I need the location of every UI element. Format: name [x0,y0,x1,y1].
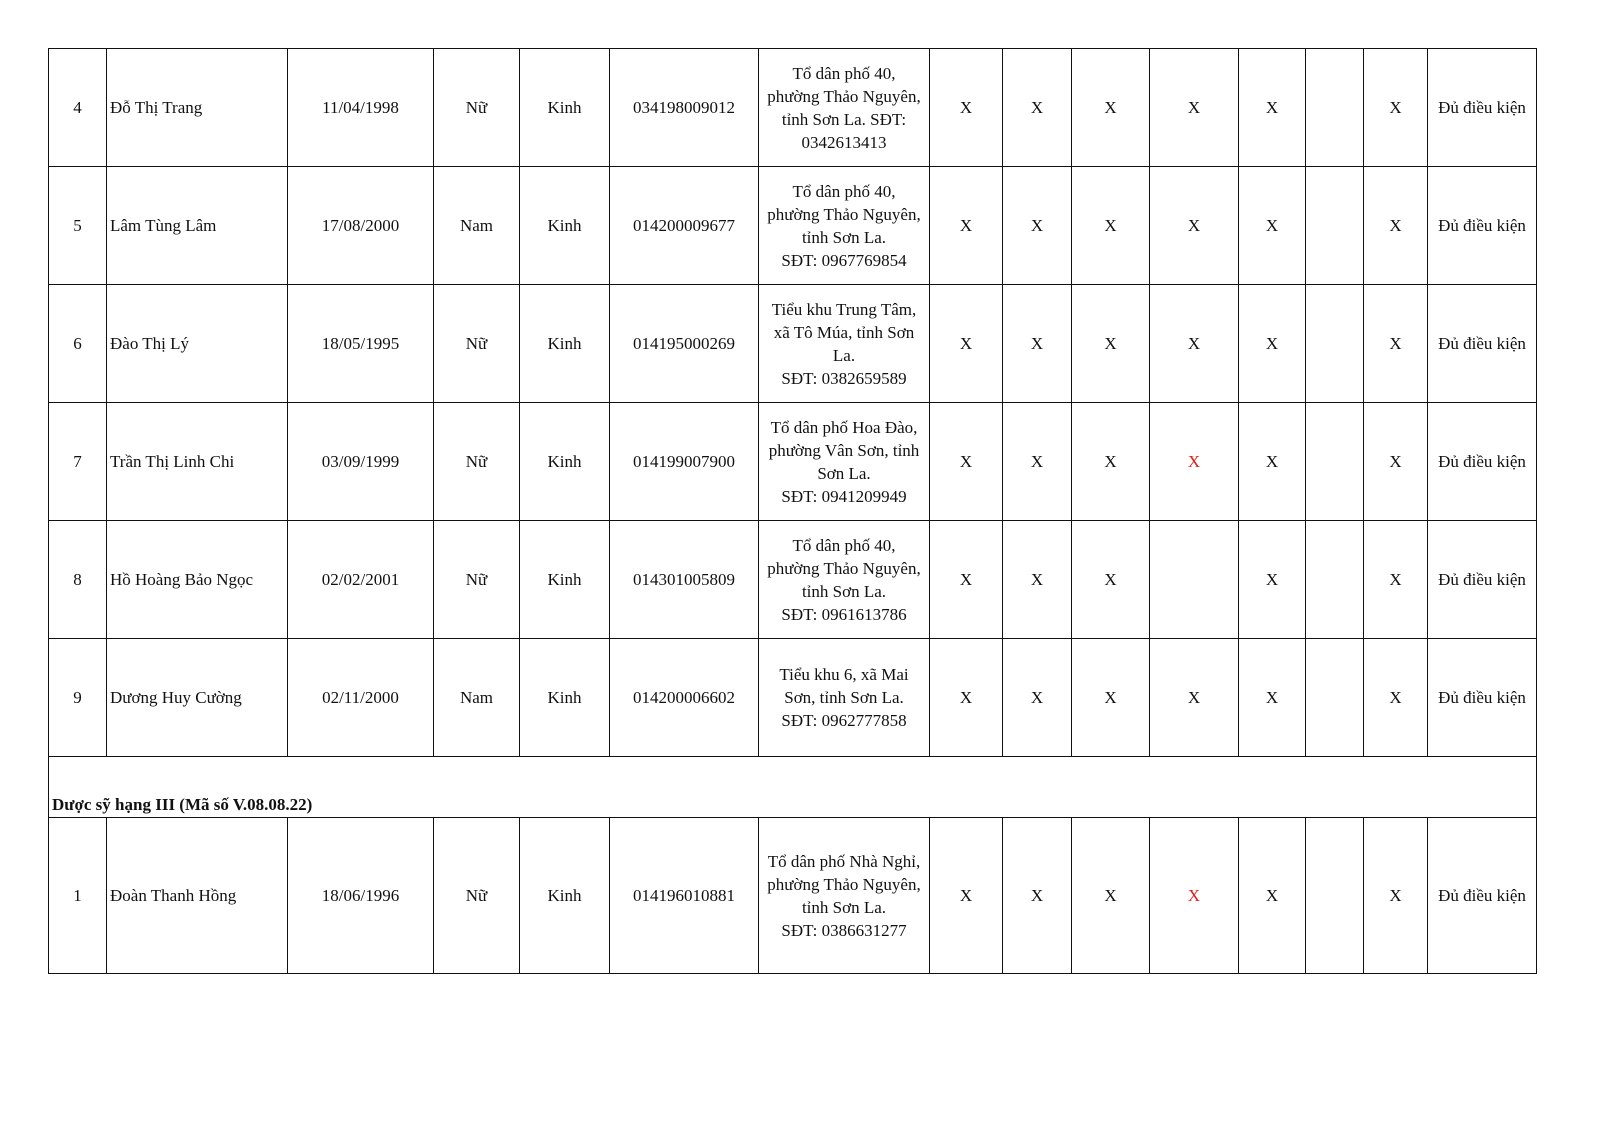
criteria-mark-3: X [1072,285,1150,403]
criteria-mark-5: X [1239,49,1306,167]
criteria-mark-5: X [1239,818,1306,974]
ethnicity-cell: Kinh [520,639,610,757]
address-cell [759,521,930,639]
address-line: phường Thảo Nguyên, [767,558,921,578]
address-cell [759,403,930,521]
dob-cell: 11/04/1998 [288,49,434,167]
criteria-mark-4: X [1150,167,1239,285]
address-line: Tổ dân phố 40, [792,63,896,83]
dob-cell: 17/08/2000 [288,167,434,285]
gender-cell: Nữ [434,818,520,974]
status-cell: Đủ điều kiện [1428,818,1537,974]
stt-cell: 1 [49,818,107,974]
criteria-mark-5: X [1239,521,1306,639]
table-body [49,49,1537,974]
criteria-mark-4: X [1150,49,1239,167]
id-number-cell: 014301005809 [610,521,759,639]
address-line: tỉnh Sơn La. SĐT: [781,109,907,129]
address-cell [759,818,930,974]
address-line: xã Tô Múa, tỉnh Sơn [773,322,915,342]
criteria-mark-5: X [1239,403,1306,521]
criteria-mark-4: X [1150,818,1239,974]
address-line: La. [832,345,856,365]
address-line: tỉnh Sơn La. [801,227,887,247]
status-cell: Đủ điều kiện [1428,521,1537,639]
gender-cell: Nam [434,639,520,757]
status-cell: Đủ điều kiện [1428,285,1537,403]
stt-cell: 9 [49,639,107,757]
address-line: SĐT: 0382659589 [781,368,907,388]
criteria-mark-6 [1306,639,1364,757]
criteria-mark-2: X [1003,285,1072,403]
address-line: SĐT: 0386631277 [781,920,907,940]
address-line: SĐT: 0962777858 [781,711,907,730]
name-cell: Lâm Tùng Lâm [107,167,288,285]
dob-cell: 02/11/2000 [288,639,434,757]
ethnicity-cell: Kinh [520,521,610,639]
status-cell: Đủ điều kiện [1428,403,1537,521]
criteria-mark-2: X [1003,49,1072,167]
id-number-cell: 014195000269 [610,285,759,403]
address-line: Tiểu khu 6, xã Mai [779,665,909,684]
criteria-mark-6 [1306,167,1364,285]
gender-cell: Nam [434,167,520,285]
criteria-mark-6 [1306,285,1364,403]
candidate-table [48,48,1537,974]
name-cell: Dương Huy Cường [107,639,288,757]
criteria-mark-3: X [1072,521,1150,639]
criteria-mark-5: X [1239,639,1306,757]
name-cell: Đỗ Thị Trang [107,49,288,167]
criteria-mark-5: X [1239,285,1306,403]
criteria-mark-1: X [930,639,1003,757]
table-row [49,818,1537,974]
id-number-cell: 014199007900 [610,403,759,521]
criteria-mark-1: X [930,167,1003,285]
status-cell: Đủ điều kiện [1428,167,1537,285]
criteria-mark-3: X [1072,818,1150,974]
ethnicity-cell: Kinh [520,818,610,974]
table-row [49,639,1537,757]
criteria-mark-3: X [1072,403,1150,521]
address-line: Tổ dân phố Nhà Nghỉ, [767,851,921,871]
criteria-mark-4 [1150,521,1239,639]
address-line: Sơn La. [817,463,871,483]
dob-cell: 18/06/1996 [288,818,434,974]
criteria-mark-7: X [1364,167,1428,285]
name-cell: Trần Thị Linh Chi [107,403,288,521]
address-cell [759,49,930,167]
criteria-mark-3: X [1072,49,1150,167]
criteria-mark-1: X [930,403,1003,521]
address-line: 0342613413 [801,132,887,152]
address-line: phường Thảo Nguyên, [767,86,921,106]
id-number-cell: 014200009677 [610,167,759,285]
criteria-mark-3: X [1072,167,1150,285]
dob-cell: 18/05/1995 [288,285,434,403]
name-cell: Đoàn Thanh Hồng [107,818,288,974]
address-line: phường Vân Sơn, tỉnh [768,440,920,460]
id-number-cell: 034198009012 [610,49,759,167]
criteria-mark-4: X [1150,639,1239,757]
criteria-mark-4: X [1150,403,1239,521]
criteria-mark-1: X [930,49,1003,167]
gender-cell: Nữ [434,403,520,521]
criteria-mark-2: X [1003,521,1072,639]
stt-cell: 5 [49,167,107,285]
criteria-mark-3: X [1072,639,1150,757]
id-number-cell: 014196010881 [610,818,759,974]
name-cell: Hồ Hoàng Bảo Ngọc [107,521,288,639]
criteria-mark-7: X [1364,521,1428,639]
criteria-mark-2: X [1003,639,1072,757]
address-line: Tổ dân phố Hoa Đào, [770,417,918,437]
address-line: Tiểu khu Trung Tâm, [771,299,917,319]
address-cell [759,167,930,285]
dob-cell: 02/02/2001 [288,521,434,639]
criteria-mark-6 [1306,818,1364,974]
gender-cell: Nữ [434,49,520,167]
address-line: phường Thảo Nguyên, [767,874,921,894]
address-line: Tổ dân phố 40, [792,181,896,201]
table-row [49,285,1537,403]
table-row [49,49,1537,167]
gender-cell: Nữ [434,521,520,639]
stt-cell: 4 [49,49,107,167]
status-cell: Đủ điều kiện [1428,639,1537,757]
address-line: SĐT: 0941209949 [781,486,907,506]
criteria-mark-4: X [1150,285,1239,403]
table-row [49,521,1537,639]
criteria-mark-2: X [1003,167,1072,285]
address-line: SĐT: 0967769854 [781,250,907,270]
name-cell: Đào Thị Lý [107,285,288,403]
criteria-mark-2: X [1003,403,1072,521]
criteria-mark-7: X [1364,639,1428,757]
criteria-mark-5: X [1239,167,1306,285]
section-header-row [49,757,1537,818]
stt-cell: 6 [49,285,107,403]
dob-cell: 03/09/1999 [288,403,434,521]
address-line: tỉnh Sơn La. [801,581,887,601]
criteria-mark-6 [1306,403,1364,521]
table-row [49,403,1537,521]
address-line: Tổ dân phố 40, [792,535,896,555]
status-cell: Đủ điều kiện [1428,49,1537,167]
id-number-cell: 014200006602 [610,639,759,757]
criteria-mark-7: X [1364,818,1428,974]
address-cell [759,285,930,403]
address-line: tỉnh Sơn La. [801,897,887,917]
address-cell [759,639,930,757]
ethnicity-cell: Kinh [520,403,610,521]
criteria-mark-1: X [930,818,1003,974]
criteria-mark-6 [1306,521,1364,639]
table-row [49,167,1537,285]
criteria-mark-1: X [930,285,1003,403]
criteria-mark-2: X [1003,818,1072,974]
criteria-mark-6 [1306,49,1364,167]
criteria-mark-7: X [1364,285,1428,403]
ethnicity-cell: Kinh [520,49,610,167]
ethnicity-cell: Kinh [520,167,610,285]
stt-cell: 7 [49,403,107,521]
address-line: SĐT: 0961613786 [781,604,907,624]
criteria-mark-7: X [1364,403,1428,521]
address-line: phường Thảo Nguyên, [767,204,921,224]
address-line: Sơn, tỉnh Sơn La. [784,688,904,707]
ethnicity-cell: Kinh [520,285,610,403]
section-title: Dược sỹ hạng III (Mã số V.08.08.22) [49,757,1537,818]
criteria-mark-1: X [930,521,1003,639]
stt-cell: 8 [49,521,107,639]
criteria-mark-7: X [1364,49,1428,167]
gender-cell: Nữ [434,285,520,403]
